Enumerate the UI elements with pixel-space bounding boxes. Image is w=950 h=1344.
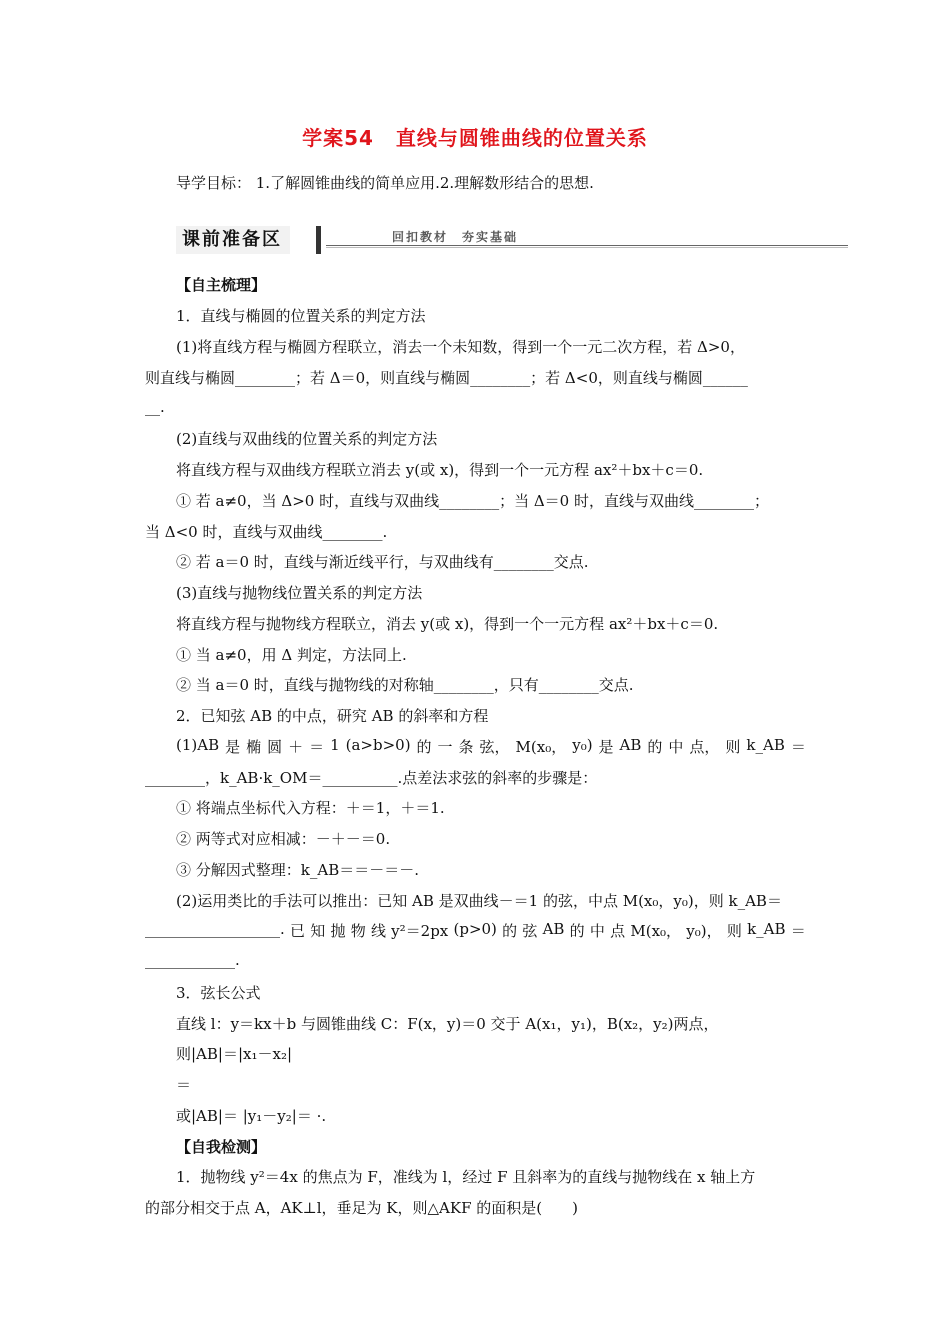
heading-self-review: 【自主梳理】 xyxy=(176,276,267,294)
text-line: 则|AB|＝|x₁－x₂| xyxy=(176,1045,293,1063)
text-line: 3．弦长公式 xyxy=(176,984,261,1002)
banner-subtitle: 回扣教材 夯实基础 xyxy=(392,230,519,244)
text-line: ② 若 a＝0 时，直线与渐近线平行，与双曲线有________交点. xyxy=(176,553,589,571)
banner-title: 课前准备区 xyxy=(176,226,290,254)
banner-rule-shadow xyxy=(326,247,848,248)
text-line: ________，k_AB·k_OM＝__________.点差法求弦的斜率的步骤是： xyxy=(145,769,598,787)
text-line: 将直线方程与双曲线方程联立消去 y(或 x)，得到一个一元方程 ax²＋bx＋c＝0. xyxy=(176,461,704,479)
text-line: ① 若 a≠0，当 Δ>0 时，直线与双曲线________；当 Δ＝0 时，直线与双曲线________； xyxy=(176,492,769,510)
question-line: 的部分相交于点 A，AK⊥l，垂足为 K，则△AKF 的面积是( ) xyxy=(145,1199,578,1217)
justified-line: __________________. 已 知 抛 物 线 y²＝2px (p>0) 的 弦 AB 的 中 点 M(x₀， y₀)， 则 k_AB ＝ xyxy=(145,920,806,940)
question-line: 1．抛物线 y²＝4x 的焦点为 F，准线为 l，经过 F 且斜率为的直线与抛物线在 x 轴上方 xyxy=(176,1168,756,1186)
text-line: ② 两等式对应相减：－＋－＝0. xyxy=(176,830,391,848)
text-line: 2．已知弦 AB 的中点，研究 AB 的斜率和方程 xyxy=(176,707,489,725)
text-line: 则直线与椭圆________；若 Δ＝0，则直线与椭圆________；若 Δ<0，则直线与椭圆______ xyxy=(145,369,748,387)
learning-goal: 导学目标： 1.了解圆锥曲线的简单应用.2.理解数形结合的思想. xyxy=(176,174,594,192)
text-line: (2)运用类比的手法可以推出：已知 AB 是双曲线－＝1 的弦，中点 M(x₀，y₀)，则 k_AB＝ xyxy=(176,892,782,910)
text-line: (2)直线与双曲线的位置关系的判定方法 xyxy=(176,430,438,448)
text-line: ____________. xyxy=(145,951,240,969)
text-line: ＝ xyxy=(176,1076,192,1094)
section-banner xyxy=(176,226,848,256)
text-line: 当 Δ<0 时，直线与双曲线________. xyxy=(145,523,388,541)
text-line: 直线 l：y＝kx＋b 与圆锥曲线 C：F(x，y)＝0 交于 A(x₁，y₁)，B(x₂，y₂)两点， xyxy=(176,1015,719,1033)
banner-rule xyxy=(326,245,848,246)
text-line: __. xyxy=(145,398,165,416)
text-line: (3)直线与抛物线位置关系的判定方法 xyxy=(176,584,423,602)
text-line: (1)将直线方程与椭圆方程联立，消去一个未知数，得到一个一元二次方程，若 Δ>0， xyxy=(176,338,745,356)
text-line: ① 将端点坐标代入方程：＋＝1，＋＝1. xyxy=(176,799,445,817)
text-line: ② 当 a＝0 时，直线与抛物线的对称轴________，只有________交点. xyxy=(176,676,634,694)
heading-self-test: 【自我检测】 xyxy=(176,1138,267,1156)
page-title: 学案54 直线与圆锥曲线的位置关系 xyxy=(302,126,648,150)
text-line: 1．直线与椭圆的位置关系的判定方法 xyxy=(176,307,426,325)
text-line: ① 当 a≠0，用 Δ 判定，方法同上. xyxy=(176,646,407,664)
banner-divider xyxy=(316,226,321,254)
text-line: ③ 分解因式整理：k_AB＝＝－＝－. xyxy=(176,861,419,879)
justified-line: (1)AB 是 椭 圆 ＋ ＝ 1 (a>b>0) 的 一 条 弦， M(x₀， y₀) 是 AB 的 中 点， 则 k_AB ＝ xyxy=(176,736,806,756)
text-line: 或|AB|＝ |y₁－y₂|＝ ·. xyxy=(176,1107,327,1125)
text-line: 将直线方程与抛物线方程联立，消去 y(或 x)，得到一个一元方程 ax²＋bx＋c＝0. xyxy=(176,615,719,633)
